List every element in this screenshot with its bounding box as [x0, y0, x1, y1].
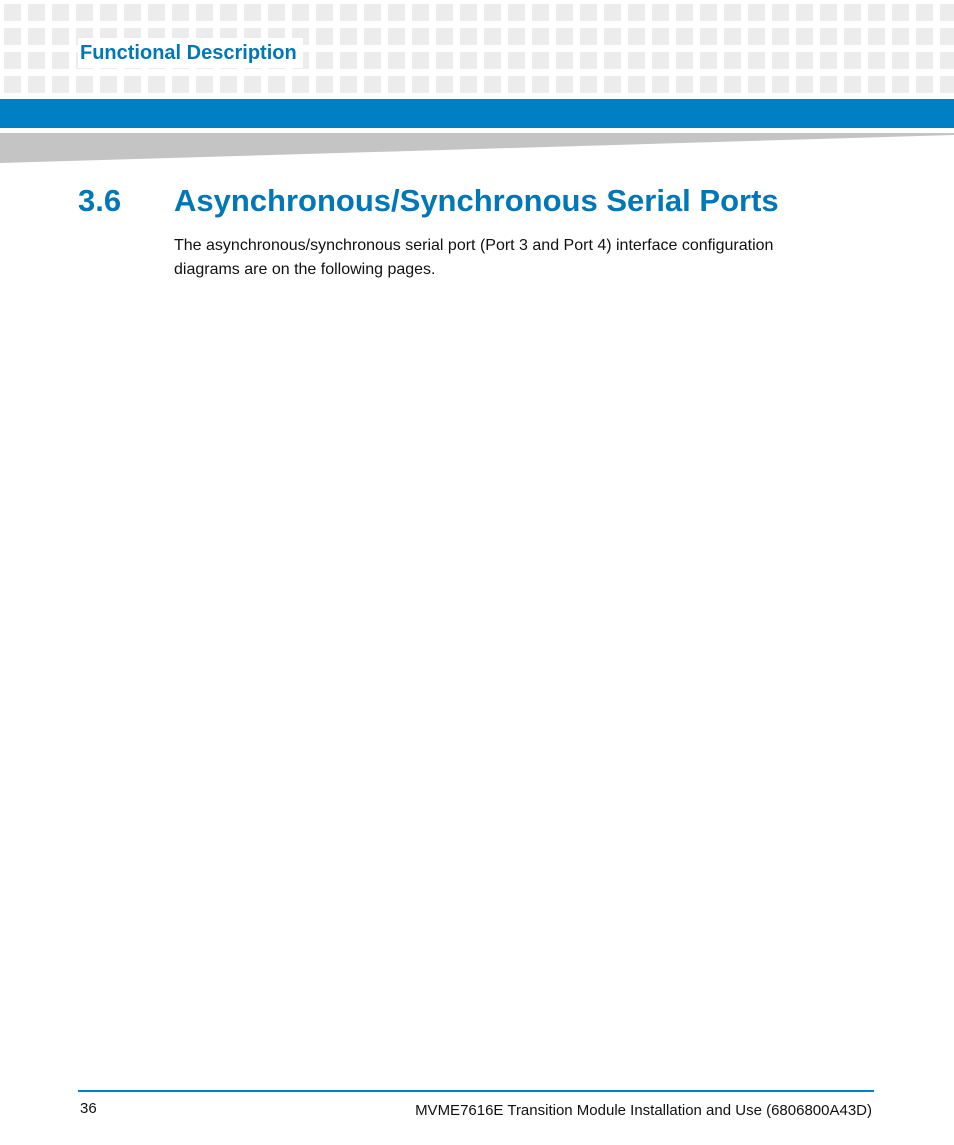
section-number: 3.6 [78, 183, 122, 218]
header-blue-bar [0, 99, 954, 128]
header-gray-wedge [0, 131, 954, 165]
chapter-title: Functional Description [78, 38, 303, 68]
section-title: Asynchronous/Synchronous Serial Ports [174, 183, 779, 218]
section-body-text: The asynchronous/synchronous serial port (Port 3 and Port 4) interface configuration diagrams are on the following pages. [174, 237, 774, 278]
footer-page-number: 36 [80, 1100, 97, 1117]
footer-rule [78, 1090, 874, 1092]
footer-document-title: MVME7616E Transition Module Installation and Use (6806800A43D) [415, 1102, 872, 1119]
